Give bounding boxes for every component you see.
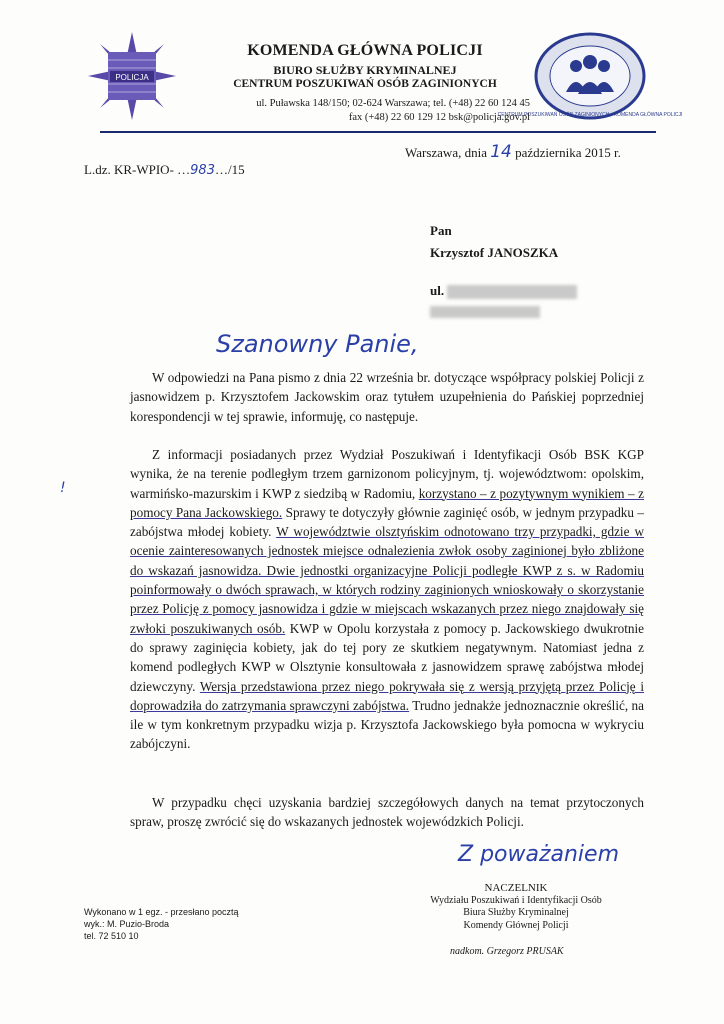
police-star-logo	[86, 30, 178, 122]
header-divider	[100, 131, 656, 133]
footer-line-2: wyk.: M. Puzio-Broda	[84, 919, 170, 929]
footer-line-1: Wykonano w 1 egz. - przesłano pocztą	[84, 907, 239, 917]
institution-title: KOMENDA GŁÓWNA POLICJI	[247, 42, 483, 59]
date-suffix: października 2015 r.	[515, 145, 621, 160]
signatory-line-3: Komendy Głównej Policji	[463, 919, 569, 931]
p2-part-a: Z informacji posiadanych przez Wydział Poszukiwań i Identyfikacji Osób BSK KGP wynika, że na terenie podległym trzem garnizonom policyjnym, tj. województwom: opolskim, warmińsko-mazurskim i KWP z siedzibą w Radomiu,	[130, 447, 644, 501]
footer-execution-note	[84, 906, 239, 942]
center-logo-text: CENTRUM POSZUKIWAŃ OSÓB ZAGINIONYCH · KOMENDA GŁÓWNA POLICJI	[497, 112, 683, 118]
footer-line-3: tel. 72 510 10	[84, 931, 139, 941]
p2-part-e: KWP w Opolu korzystała z pomocy p. Jackowskiego dwukrotnie do sprawy zaginięcia kobiety, jak do tej pory ze skutkiem negatywnym. Natomiast jedna z komend podległych KWP w Olsztynie konsultowała z jasnowidzem sprawę zabójstwa młodej dziewczyny.	[130, 620, 644, 694]
p2-underlined-b: korzystano – z pozytywnym wynikiem – z pomocy Pana Jackowskiego.	[130, 485, 644, 520]
signatory-name: nadkom. Grzegorz PRUSAK	[450, 946, 564, 957]
fax-email-line: fax (+48) 22 60 129 12 bsk@policja.gov.pl	[348, 112, 530, 123]
paragraph-3-text: W przypadku chęci uzyskania bardziej szczegółowych danych na temat przytoczonych spraw, proszę zwrócić się do wskazanych jednostek wojewódzkich Policji.	[130, 795, 644, 830]
signatory-block	[400, 882, 632, 932]
p2-part-g: Trudno jednakże jednoznacznie określić, na ile w tym konkretnym przypadku wizja p. Krzysztofa Jackowskiego była pomocna w wykryciu zabójczyni.	[130, 697, 644, 752]
ldz-suffix: …/15	[214, 162, 245, 177]
recipient-street	[430, 280, 577, 302]
handwritten-closing: Z poważaniem	[458, 842, 620, 867]
redacted-city	[430, 306, 540, 318]
signatory-title: NACZELNIK	[484, 882, 548, 894]
street-prefix: ul.	[430, 283, 445, 298]
contact-block	[200, 97, 530, 125]
p2-underlined-f: Wersja przedstawiona przez niego pokrywała się z wersją przyjętą przez Policję i doprowadziła do zatrzymania sprawczyni zabójstwa.	[130, 678, 644, 713]
handwritten-salutation: Szanowny Panie,	[216, 330, 419, 358]
date-day-handwritten: 14	[490, 142, 512, 162]
date-prefix: Warszawa, dnia	[405, 145, 487, 160]
ldz-prefix: L.dz. KR-WPIO- …	[84, 162, 191, 177]
paragraph-1-text: W odpowiedzi na Pana pismo z dnia 22 września br. dotyczące współpracy polskiej Policji z jasnowidzem p. Krzysztofem Jackowskim oraz tytułem uzupełnienia do Pańskiej poprzedniej korespondencji w tej sprawie, informuję, co następuje.	[130, 370, 644, 424]
redacted-street	[447, 285, 577, 299]
margin-exclamation-mark: !	[60, 480, 66, 496]
missing-persons-center-logo	[497, 32, 683, 120]
paragraph-2	[130, 445, 644, 754]
recipient-name: Krzysztof JANOSZKA	[430, 245, 559, 260]
p2-part-c: Sprawy te dotyczyły głównie zaginięć osób, w jednym przypadku – zabójstwa młodej kobiety.	[130, 504, 644, 540]
paragraph-1	[130, 368, 644, 426]
p2-underlined-d: W województwie olsztyńskim odnotowano trzy przypadki, gdzie w ocenie zainteresowanych jednostek miejsce odnalezienia zwłok osoby zaginionej było zbliżone do wskazań jasnowidza. Dwie jednostki organizacyjne Policji podległe KWP z s. w Radomiu poinformowały o dwóch sprawach, w których rodziny zaginionych wnioskowały o skorzystanie przez Policję z pomocy jasnowidza i gdzie w miejscach wskazanych przez niego znajdowały się zwłoki poszukiwanych osób.	[130, 524, 644, 636]
address-line: ul. Puławska 148/150; 02-624 Warszawa; tel. (+48) 22 60 124 45	[256, 98, 530, 109]
signatory-line-2: Biura Służby Kryminalnej	[463, 907, 569, 918]
recipient-block	[430, 220, 577, 318]
reference-number	[84, 162, 245, 178]
ldz-handwritten-number: 983	[190, 163, 215, 178]
bureau-name: BIURO SŁUŻBY KRYMINALNEJ	[273, 63, 457, 77]
police-logo-text: POLICJA	[115, 73, 149, 82]
center-name: CENTRUM POSZUKIWAŃ OSÓB ZAGINIONYCH	[233, 78, 497, 90]
letter-date	[405, 142, 621, 162]
paragraph-3	[130, 793, 644, 832]
signatory-line-1: Wydziału Poszukiwań i Identyfikacji Osób	[430, 894, 602, 906]
recipient-salutation: Pan	[430, 223, 452, 238]
